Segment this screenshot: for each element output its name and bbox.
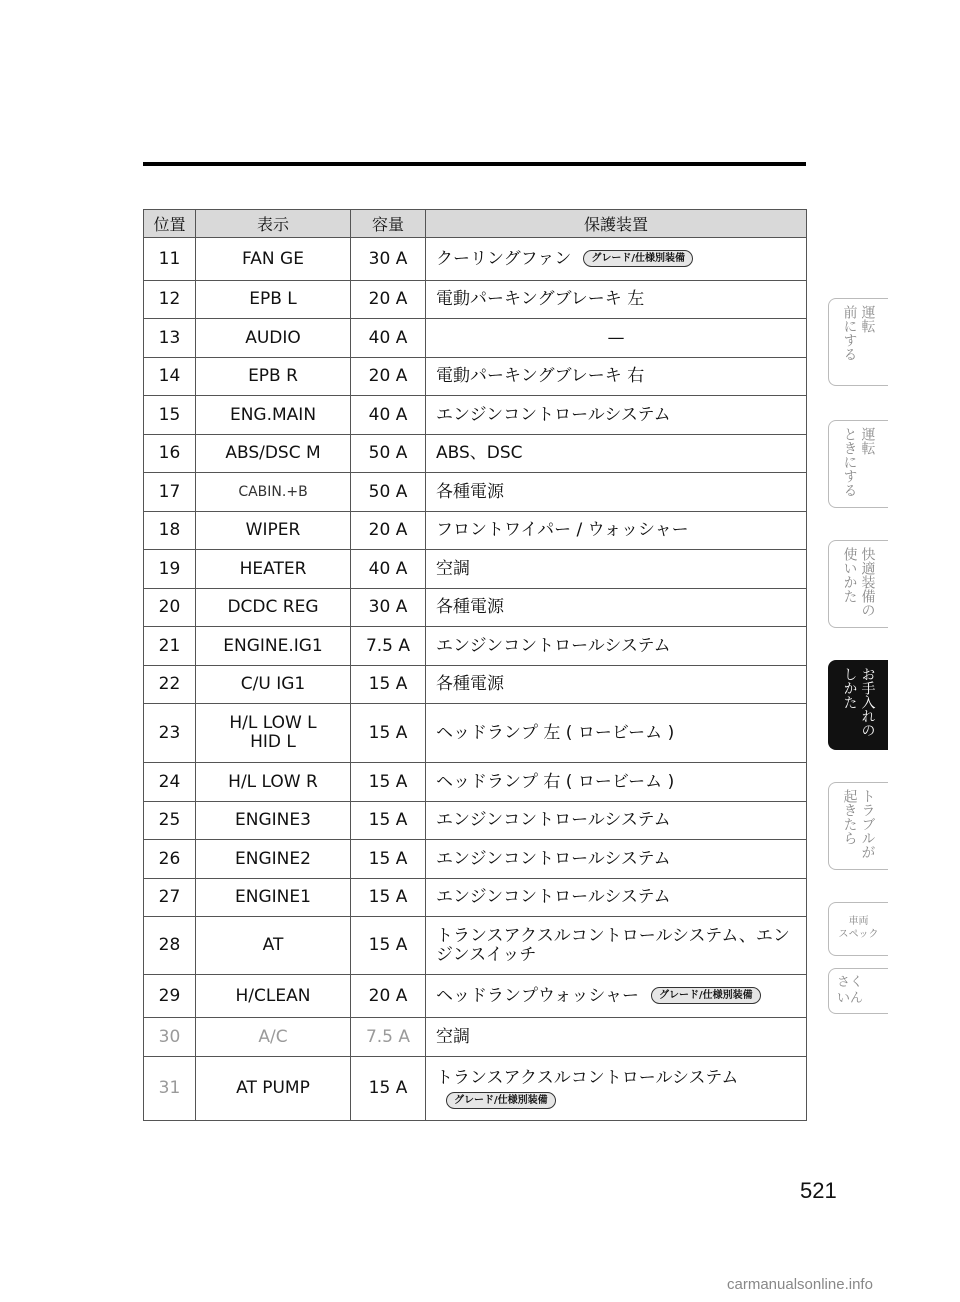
fuse-position: 16 bbox=[144, 435, 196, 473]
table-row bbox=[144, 358, 807, 396]
fuse-position: 15 bbox=[144, 396, 196, 435]
fuse-table bbox=[143, 209, 807, 1121]
watermark: carmanualsonline.info bbox=[727, 1276, 873, 1293]
fuse-device: エンジンコントロールシステム bbox=[426, 879, 807, 917]
fuse-device: トランスアクスルコントロールシステム、エンジンスイッチ bbox=[426, 917, 807, 975]
fuse-position: 20 bbox=[144, 589, 196, 627]
table-row bbox=[144, 666, 807, 704]
table-row bbox=[144, 975, 807, 1018]
tab-maintenance[interactable] bbox=[828, 660, 888, 750]
fuse-capacity: 20 A bbox=[351, 281, 426, 319]
device-text: ヘッドランプウォッシャー bbox=[436, 985, 639, 1006]
table-row bbox=[144, 319, 807, 358]
fuse-device: — bbox=[426, 319, 807, 358]
fuse-device bbox=[426, 238, 807, 281]
tab-trouble[interactable] bbox=[828, 782, 888, 870]
fuse-device: 電動パーキングブレーキ 左 bbox=[426, 281, 807, 319]
table-row bbox=[144, 281, 807, 319]
fuse-position: 26 bbox=[144, 840, 196, 879]
fuse-label bbox=[196, 704, 351, 763]
fuse-capacity: 15 A bbox=[351, 879, 426, 917]
fuse-label: CABIN.+B bbox=[196, 473, 351, 512]
table-row bbox=[144, 550, 807, 589]
fuse-position: 31 bbox=[144, 1057, 196, 1121]
fuse-position: 24 bbox=[144, 763, 196, 802]
fuse-label: C/U IG1 bbox=[196, 666, 351, 704]
fuse-position: 19 bbox=[144, 550, 196, 589]
fuse-position: 11 bbox=[144, 238, 196, 281]
fuse-capacity: 15 A bbox=[351, 802, 426, 840]
fuse-capacity: 15 A bbox=[351, 1057, 426, 1121]
fuse-label: A/C bbox=[196, 1018, 351, 1057]
fuse-label: EPB R bbox=[196, 358, 351, 396]
fuse-capacity: 20 A bbox=[351, 975, 426, 1018]
fuse-position: 23 bbox=[144, 704, 196, 763]
fuse-capacity: 15 A bbox=[351, 704, 426, 763]
fuse-label: H/CLEAN bbox=[196, 975, 351, 1018]
fuse-label: AT bbox=[196, 917, 351, 975]
fuse-capacity: 15 A bbox=[351, 917, 426, 975]
table-row bbox=[144, 396, 807, 435]
tab-text: 車両 bbox=[848, 916, 869, 927]
fuse-label: DCDC REG bbox=[196, 589, 351, 627]
fuse-device: 電動パーキングブレーキ 右 bbox=[426, 358, 807, 396]
tab-text: さく bbox=[837, 975, 864, 990]
tab-vehicle-specs[interactable] bbox=[828, 902, 888, 956]
tab-index[interactable] bbox=[828, 968, 888, 1014]
fuse-label-line2: HID L bbox=[250, 732, 296, 752]
fuse-capacity: 20 A bbox=[351, 512, 426, 550]
header-device: 保護装置 bbox=[426, 210, 807, 238]
fuse-capacity: 30 A bbox=[351, 238, 426, 281]
tab-text: お手入れの bbox=[859, 667, 876, 737]
table-row bbox=[144, 473, 807, 512]
fuse-position: 25 bbox=[144, 802, 196, 840]
table-row bbox=[144, 840, 807, 879]
fuse-position: 30 bbox=[144, 1018, 196, 1057]
fuse-capacity: 40 A bbox=[351, 319, 426, 358]
tab-text: しかた bbox=[841, 667, 858, 709]
fuse-position: 12 bbox=[144, 281, 196, 319]
fuse-label: ENGINE3 bbox=[196, 802, 351, 840]
tab-comfort-equipment[interactable] bbox=[828, 540, 888, 628]
grade-badge: グレード/仕様別装備 bbox=[651, 987, 761, 1004]
table-row bbox=[144, 917, 807, 975]
tab-text: ときにする bbox=[841, 427, 858, 497]
table-row bbox=[144, 589, 807, 627]
table-row bbox=[144, 238, 807, 281]
fuse-device: 各種電源 bbox=[426, 589, 807, 627]
fuse-position: 21 bbox=[144, 627, 196, 666]
top-rule bbox=[143, 162, 806, 166]
fuse-label-line1: H/L LOW L bbox=[229, 713, 317, 733]
fuse-device: フロントワイパー / ウォッシャー bbox=[426, 512, 807, 550]
fuse-device: ヘッドランプ 左 ( ロービーム ) bbox=[426, 704, 807, 763]
fuse-device: 各種電源 bbox=[426, 473, 807, 512]
fuse-label: EPB L bbox=[196, 281, 351, 319]
table-row bbox=[144, 435, 807, 473]
fuse-capacity: 15 A bbox=[351, 763, 426, 802]
fuse-capacity: 7.5 A bbox=[351, 627, 426, 666]
device-text: トランスアクスルコントロールシステム bbox=[436, 1067, 739, 1088]
table-row bbox=[144, 1057, 807, 1121]
fuse-device: 空調 bbox=[426, 550, 807, 589]
tab-text: 運転 bbox=[859, 305, 876, 333]
tab-text: スペック bbox=[838, 929, 879, 940]
fuse-capacity: 40 A bbox=[351, 396, 426, 435]
fuse-position: 27 bbox=[144, 879, 196, 917]
tab-text: 快適装備の bbox=[859, 547, 876, 617]
table-row bbox=[144, 802, 807, 840]
fuse-label: FAN GE bbox=[196, 238, 351, 281]
tab-while-driving[interactable] bbox=[828, 420, 888, 508]
fuse-position: 28 bbox=[144, 917, 196, 975]
fuse-device: エンジンコントロールシステム bbox=[426, 627, 807, 666]
header-capacity: 容量 bbox=[351, 210, 426, 238]
tab-text: 運転 bbox=[859, 427, 876, 455]
fuse-device: ヘッドランプ 右 ( ロービーム ) bbox=[426, 763, 807, 802]
page-number: 521 bbox=[800, 1178, 837, 1203]
fuse-device: ABS、DSC bbox=[426, 435, 807, 473]
fuse-capacity: 7.5 A bbox=[351, 1018, 426, 1057]
table-row bbox=[144, 704, 807, 763]
tab-text: いん bbox=[837, 991, 864, 1006]
fuse-capacity: 40 A bbox=[351, 550, 426, 589]
fuse-position: 14 bbox=[144, 358, 196, 396]
header-label: 表示 bbox=[196, 210, 351, 238]
fuse-label: AUDIO bbox=[196, 319, 351, 358]
fuse-capacity: 30 A bbox=[351, 589, 426, 627]
fuse-device: エンジンコントロールシステム bbox=[426, 396, 807, 435]
fuse-device: エンジンコントロールシステム bbox=[426, 802, 807, 840]
fuse-capacity: 15 A bbox=[351, 840, 426, 879]
table-row bbox=[144, 627, 807, 666]
fuse-label: ENGINE1 bbox=[196, 879, 351, 917]
tab-text: 使いかた bbox=[841, 547, 858, 603]
fuse-label: WIPER bbox=[196, 512, 351, 550]
header-position: 位置 bbox=[144, 210, 196, 238]
fuse-label: ENGINE2 bbox=[196, 840, 351, 879]
grade-badge: グレード/仕様別装備 bbox=[446, 1092, 556, 1109]
fuse-label: ENG.MAIN bbox=[196, 396, 351, 435]
fuse-position: 29 bbox=[144, 975, 196, 1018]
table-row bbox=[144, 763, 807, 802]
fuse-label: ABS/DSC M bbox=[196, 435, 351, 473]
table-row bbox=[144, 512, 807, 550]
fuse-capacity: 20 A bbox=[351, 358, 426, 396]
table-row bbox=[144, 879, 807, 917]
fuse-capacity: 50 A bbox=[351, 435, 426, 473]
fuse-device bbox=[426, 1057, 807, 1121]
fuse-device: 各種電源 bbox=[426, 666, 807, 704]
fuse-capacity: 50 A bbox=[351, 473, 426, 512]
fuse-device: エンジンコントロールシステム bbox=[426, 840, 807, 879]
fuse-label: ENGINE.IG1 bbox=[196, 627, 351, 666]
fuse-position: 22 bbox=[144, 666, 196, 704]
tab-before-driving[interactable] bbox=[828, 298, 888, 386]
fuse-label: AT PUMP bbox=[196, 1057, 351, 1121]
fuse-position: 13 bbox=[144, 319, 196, 358]
grade-badge: グレード/仕様別装備 bbox=[583, 250, 693, 267]
fuse-device: 空調 bbox=[426, 1018, 807, 1057]
tab-text: 前にする bbox=[841, 305, 858, 361]
fuse-device bbox=[426, 975, 807, 1018]
tab-text: トラブルが bbox=[859, 789, 876, 859]
device-text: クーリングファン bbox=[436, 248, 572, 269]
fuse-position: 18 bbox=[144, 512, 196, 550]
table-row bbox=[144, 1018, 807, 1057]
fuse-position: 17 bbox=[144, 473, 196, 512]
table-header-row bbox=[144, 210, 807, 238]
fuse-capacity: 15 A bbox=[351, 666, 426, 704]
tab-text: 起きたら bbox=[841, 789, 858, 845]
fuse-label: HEATER bbox=[196, 550, 351, 589]
fuse-label: H/L LOW R bbox=[196, 763, 351, 802]
